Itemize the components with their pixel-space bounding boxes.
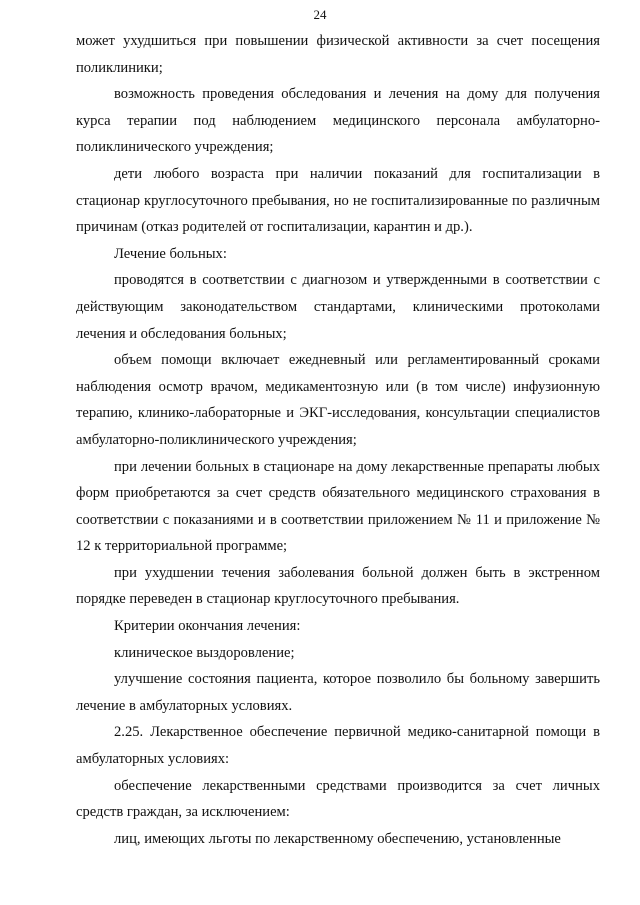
paragraph-9-heading: Критерии окончания лечения:: [114, 618, 301, 635]
paragraph-13: обеспечение лекарственными средствами производится за счет личных средств граждан, за исключением:: [76, 777, 600, 821]
paragraph-2: возможность проведения обследования и лечения на дому для получения курса терапии под наблюдением медицинского персонала амбулаторно-поликлинического учреждения;: [76, 86, 600, 156]
paragraph-14: лиц, имеющих льготы по лекарственному обеспечению, установленные: [114, 830, 561, 847]
paragraph-1: может ухудшиться при повышении физической активности за счет посещения поликлиники;: [76, 33, 600, 76]
paragraph-4-heading: Лечение больных:: [114, 245, 227, 262]
paragraph-11: улучшение состояния пациента, которое позволило бы больному завершить лечение в амбулаторных условиях.: [76, 671, 600, 714]
document-body: [76, 28, 600, 852]
paragraph-5: проводятся в соответствии с диагнозом и утвержденными в соответствии с действующим законодательством стандартами, клиническими протоколами лечения и обследования больных;: [76, 272, 600, 342]
paragraph-10: клиническое выздоровление;: [114, 644, 295, 661]
paragraph-3: дети любого возраста при наличии показаний для госпитализации в стационар круглосуточного пребывания, но не госпитализированные по различным причинам (отказ родителей от госпитализации, карантин и др.).: [76, 165, 600, 236]
paragraph-6: объем помощи включает ежедневный или регламентированный сроками наблюдения осмотр врачом, медикаментозную или (в том числе) инфузионную терапию, клинико-лабораторные и ЭКГ-исследования, консультации специалистов амбулаторно-поликлинического учреждения;: [76, 352, 600, 448]
paragraph-7: при лечении больных в стационаре на дому лекарственные препараты любых форм приобретаются за счет средств обязательного медицинского страхования в соответствии с показаниями и в соответствии приложением № 11 и приложение № 12 к территориальной программе;: [76, 458, 600, 555]
page-number: 24: [313, 7, 327, 22]
paragraph-8: при ухудшении течения заболевания больной должен быть в экстренном порядке переведен в стационар круглосуточного пребывания.: [76, 564, 600, 608]
paragraph-12-section: 2.25. Лекарственное обеспечение первичной медико-санитарной помощи в амбулаторных условиях:: [76, 724, 600, 768]
